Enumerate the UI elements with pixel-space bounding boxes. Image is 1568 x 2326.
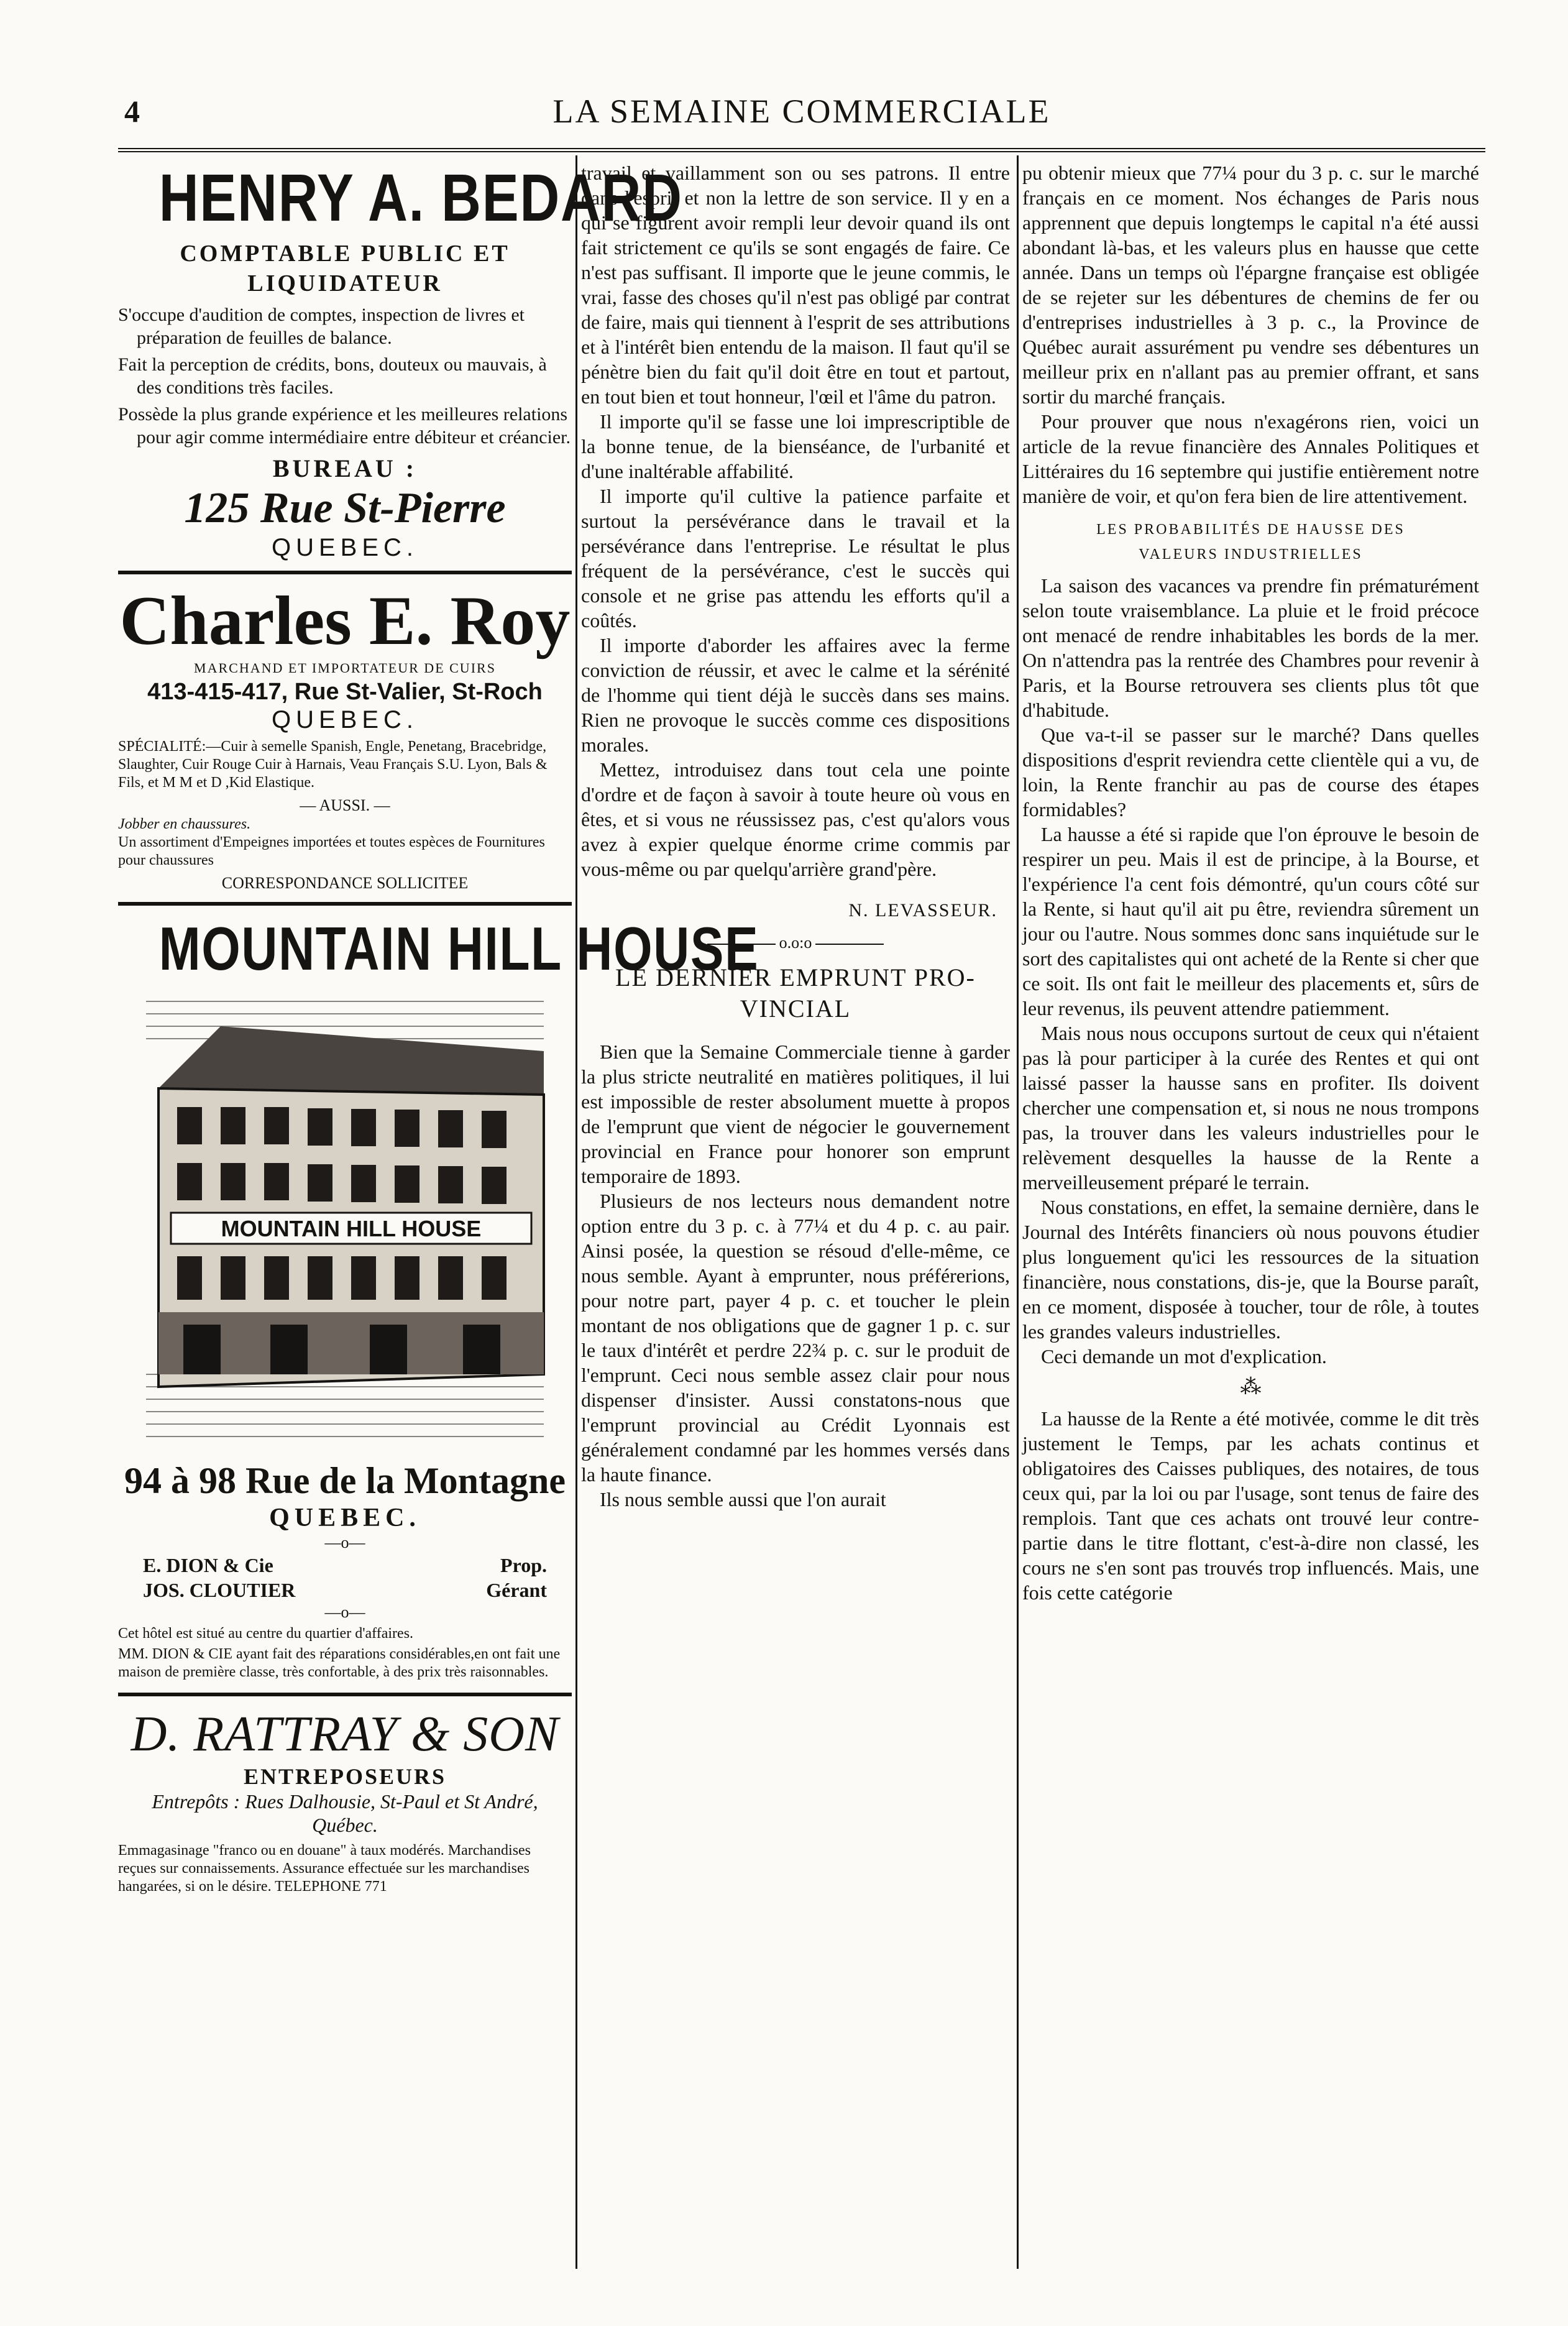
ad-bedard-title-line: COMPTABLE PUBLIC ET: [180, 241, 510, 267]
article-paragraph: Mais nous nous occupons surtout de ceux qui n'étaient pas là pour participer à la curée des Rentes et qui ont laissé passer la hausse sans en profiter. Ils doivent chercher une compensation et, si nous ne nous trompons pas, la trouver dans les valeurs industrielles pour le relèvement desquelles la hausse de la Rente a merveilleusement préparé le terrain.: [1022, 1022, 1479, 1193]
article-paragraph: Plusieurs de nos lecteurs nous demandent notre option entre du 3 p. c. à 77¼ et du 4 p. c. au pair. Ainsi posée, la question se résoud d'elle-même, ce nous semble. Ayant à emprunter, nous préférerions, pour notre part, payer 4 p. c. et toucher le plein montant de nos obligations que de gagner 1 p. c. sur le taux d'intérêt et perdre 22¾ p. c. sur le produit de l'emprunt. Ceci nous semble assez clair pour nous dispenser d'insister. Aussi constatons-nous que l'emprunt provincial au Crédit Lyonnais est généralement condamné par les hommes versés dans la haute finance.: [581, 1190, 1010, 1486]
article-paragraph: Ceci demande un mot d'explication.: [1041, 1345, 1327, 1368]
asterism: ⁂: [1240, 1376, 1262, 1399]
ad-mountain-manager: [118, 1578, 572, 1602]
ad-roy-address: 413-415-417, Rue St-Valier, St-Roch: [147, 679, 543, 705]
ad-rattray-name: D. RATTRAY & SON: [131, 1707, 559, 1762]
ad-roy-jobber: Jobber en chaussures.: [118, 816, 251, 832]
manager-name: JOS. CLOUTIER: [143, 1579, 296, 1601]
article-subtitle-line: VALEURS INDUSTRIELLES: [1139, 546, 1363, 563]
article-subtitle-line: LES PROBABILITÉS DE HAUSSE DES: [1096, 522, 1405, 538]
ad-bedard-name: HENRY A. BEDARD: [158, 160, 683, 235]
article-paragraph: La hausse a été si rapide que l'on éprouve le besoin de respirer un peu. Mais il est de principe, à la Bourse, et l'expérience l'a cent fois démontré, qu'un cours côté sur la Rente, si haut qu'il ait pu être, reviendra sûrement un jour ou l'autre. Nous sommes donc sans inquiétude sur le sort des capitalistes qui ont acheté de la Rente si cher que ce soit. Ils ont fait le meilleur des placements et, sûrs de leur revenus, ils peuvent attendre patiemment.: [1022, 823, 1479, 1019]
ad-bedard-text: Fait la perception de crédits, bons, douteux ou mauvais, à des conditions très faciles.: [118, 354, 547, 398]
article-separator: [581, 934, 1010, 952]
article-title-line: VINCIAL: [740, 995, 851, 1023]
article-paragraph: Il importe d'aborder les affaires avec la ferme conviction de réussir, et avec le calme et la sérénité de l'homme qui tient déjà le succès dans ses mains. Rien ne provoque le succès comme ces dispositions morales.: [581, 634, 1010, 756]
article-paragraph: Mettez, introduisez dans tout cela une pointe d'ordre et de façon à savoir à toute heure où vous en êtes, et si vous ne réussissez pas, c'est qu'alors vous avez à expier quelque énorme crime commis par vous-même ou par quelqu'arrière grand'père.: [581, 758, 1010, 880]
ad-bedard-address: 125 Rue St-Pierre: [184, 484, 506, 532]
article-subtitle: [1022, 517, 1479, 567]
ad-rattray: [118, 1705, 572, 1910]
ad-roy-aussi: — AUSSI. —: [300, 796, 390, 814]
article-signature: N. LEVASSEUR.: [848, 900, 997, 921]
article-column-middle: [581, 160, 1010, 2268]
article-paragraph: Bien que la Semaine Commerciale tienne à garder la plus stricte neutralité en matières politiques, il lui est impossible de rester absolument muette à propos de l'emprunt que vient de négocier le gouvernement provincial en France pour honorer son emprunt temporaire de 1893.: [581, 1041, 1010, 1187]
page-header: [118, 81, 1485, 137]
ad-roy: [118, 583, 572, 906]
proprietor-role: Prop.: [500, 1554, 547, 1576]
ad-bedard-title-line: LIQUIDATEUR: [247, 270, 442, 296]
article-paragraph: Nous constations, en effet, la semaine dernière, dans le Journal des Intérêts financiers où nous pouvons étudier plus longuement qu'ici les ressources de la situation financière, nous constations, dis-je, que la Bourse paraît, en ce moment, disposée à toucher, tour de rôle, à toutes les grandes valeurs industrielles.: [1022, 1196, 1479, 1343]
manager-role: Gérant: [486, 1579, 547, 1601]
column-divider: [1017, 155, 1019, 2269]
page-number: 4: [124, 94, 140, 129]
running-title: LA SEMAINE COMMERCIALE: [552, 93, 1051, 130]
ad-rattray-note: Emmagasinage "franco ou en douane" à taux modérés. Marchandises reçues sur connaissements. Assurance effectuée sur les marchandises hangarées, si on le désire. TELEPHONE 771: [118, 1842, 531, 1895]
ad-roy-city: QUEBEC.: [271, 706, 419, 733]
ad-roy-subtitle: MARCHAND ET IMPORTATEUR DE CUIRS: [194, 660, 496, 676]
column-divider: [575, 155, 577, 2269]
ad-mountain-proprietor: [118, 1553, 572, 1578]
article-paragraph: Pour prouver que nous n'exagérons rien, voici un article de la revue financière des Annales Politiques et Littéraires du 16 septembre qui justifie entièrement notre manière de voir, et qu'on fera bien de lire attentivement.: [1022, 410, 1479, 507]
article-paragraph: travail et vaillamment son ou ses patrons. Il entre dans l'esprit et non la lettre de son service. Il y en a qui se figurent avoir rempli leur devoir quand ils ont fait strictement ce qu'ils se sont engagés de faire. Ce n'est pas suffisant. Il importe que le jeune commis, le vrai, fasse des choses qu'il n'est pas obligé par contrat de faire, mais qui tiennent à l'esprit de ses attributions et à l'intérêt bien entendu de la maison. Il faut qu'il se pénètre bien du fait qu'il doit être en tout et partout, en tout bien et tout honneur, l'œil et l'âme du patron.: [581, 162, 1010, 408]
ad-roy-assortiment: Un assortiment d'Empeignes importées et toutes espèces de Fournitures pour chaussures: [118, 834, 545, 868]
proprietor-name: E. DION & Cie: [143, 1554, 273, 1576]
hotel-sign-text: MOUNTAIN HILL HOUSE: [221, 1216, 482, 1241]
ad-bedard-text: S'occupe d'audition de comptes, inspection de livres et préparation de feuilles de balance.: [118, 305, 525, 348]
article-paragraph: Il importe qu'il cultive la patience parfaite et surtout la persévérance dans le travail et la persévérance dans l'entreprise. Le résultat le plus fréquent de la persévérance, c'est le succès qui console et ne grise pas attendu les efforts qu'il a coûtés.: [581, 485, 1010, 632]
ad-rattray-address: Entrepôts : Rues Dalhousie, St-Paul et St André, Québec.: [152, 1790, 538, 1836]
ad-mountain-address: 94 à 98 Rue de la Montagne: [124, 1460, 566, 1501]
ad-roy-correspondance: CORRESPONDANCE SOLLICITEE: [221, 874, 469, 892]
ad-mountain-divider: —o—: [324, 1533, 365, 1551]
article-paragraph: Que va-t-il se passer sur le marché? Dans quelles dispositions d'esprit reviendra cette clientèle qui a vu, de loin, la Rente franchir au pas de course des étapes formidables?: [1022, 724, 1479, 821]
article-paragraph: Il importe qu'il se fasse une loi imprescriptible de la bonne tenue, de la bienséance, de l'urbanité et d'une inaltérable affabilité.: [581, 410, 1010, 482]
article-title-line: LE DERNIER EMPRUNT PRO-: [615, 963, 976, 991]
separator-ornament: o.o:o: [779, 934, 812, 952]
ad-roy-specialite: SPÉCIALITÉ:—Cuir à semelle Spanish, Engle, Penetang, Bracebridge, Slaughter, Cuir Rouge Cuir à Harnais, Veau Français S.U. Lyon, Bals & Fils, et M M et D ,Kid Elastique.: [118, 738, 548, 791]
ad-bedard-text: Possède la plus grande expérience et les meilleures relations pour agir comme intermédiaire entre débiteur et créancier.: [118, 404, 571, 448]
article-paragraph: La saison des vacances va prendre fin prématurément selon toute vraisemblance. La pluie et le froid précoce ont menacé de rendre inhabitables les bords de la mer. On n'attendra pas la rentrée des Chambres pour revenir à Paris, et la Bourse retrouvera ses clients plus tôt que d'habitude.: [1022, 574, 1479, 721]
ad-bedard-bureau: BUREAU :: [272, 454, 418, 482]
ad-mountain-note: Cet hôtel est situé au centre du quartier d'affaires.: [118, 1625, 414, 1642]
ad-bedard-city: QUEBEC.: [271, 534, 419, 561]
header-rule: [118, 148, 1485, 152]
ad-mountain-name: MOUNTAIN HILL HOUSE: [158, 914, 759, 983]
article-paragraph: Ils nous semble aussi que l'on aurait: [600, 1488, 886, 1510]
ad-bedard-title: [118, 239, 572, 298]
ad-bedard: [118, 160, 683, 574]
hotel-engraving: [146, 989, 544, 1449]
ad-rattray-title: ENTREPOSEURS: [243, 1764, 447, 1789]
ad-mountain-note: MM. DION & CIE ayant fait des réparations considérables,en ont fait une maison de première classe, très confortable, à des prix très raisonnables.: [118, 1646, 561, 1680]
ad-mountain-divider: —o—: [324, 1603, 365, 1621]
article-title: [581, 962, 1010, 1024]
article-column-right: [1022, 160, 1479, 2268]
article-paragraph: pu obtenir mieux que 77¼ pour du 3 p. c. sur le marché français en ce moment. Nos échanges de Paris nous apprennent que depuis longtemps le capital n'a été aussi abondant là-bas, et les valeurs plus en hausse que cette année. Dans un temps où l'épargne française est obligée de se rejeter sur les débentures de chemins de fer ou d'entreprises industrielles à 3 p. c., la Province de Québec aurait assurément pu vendre ses débentures un meilleur prix en n'allant pas au premier offrant, et sans sortir du marché français.: [1022, 162, 1479, 408]
ad-roy-name: Charles E. Roy: [119, 582, 571, 660]
article-paragraph: La hausse de la Rente a été motivée, comme le dit très justement le Temps, par les achats continus et obligatoires des Caisses publiques, des notaires, de tous ceux qui, par la loi ou par l'usage, sont tenus de faire des remplois. Tant que ces achats ont trouvé leur contre-partie dans le titre flottant, c'est-à-dire non classé, les cours ne s'en sont pas trouvés trop influencés. Mais, une fois cette catégorie: [1022, 1407, 1479, 1604]
ad-mountain-city: QUEBEC.: [269, 1504, 421, 1532]
